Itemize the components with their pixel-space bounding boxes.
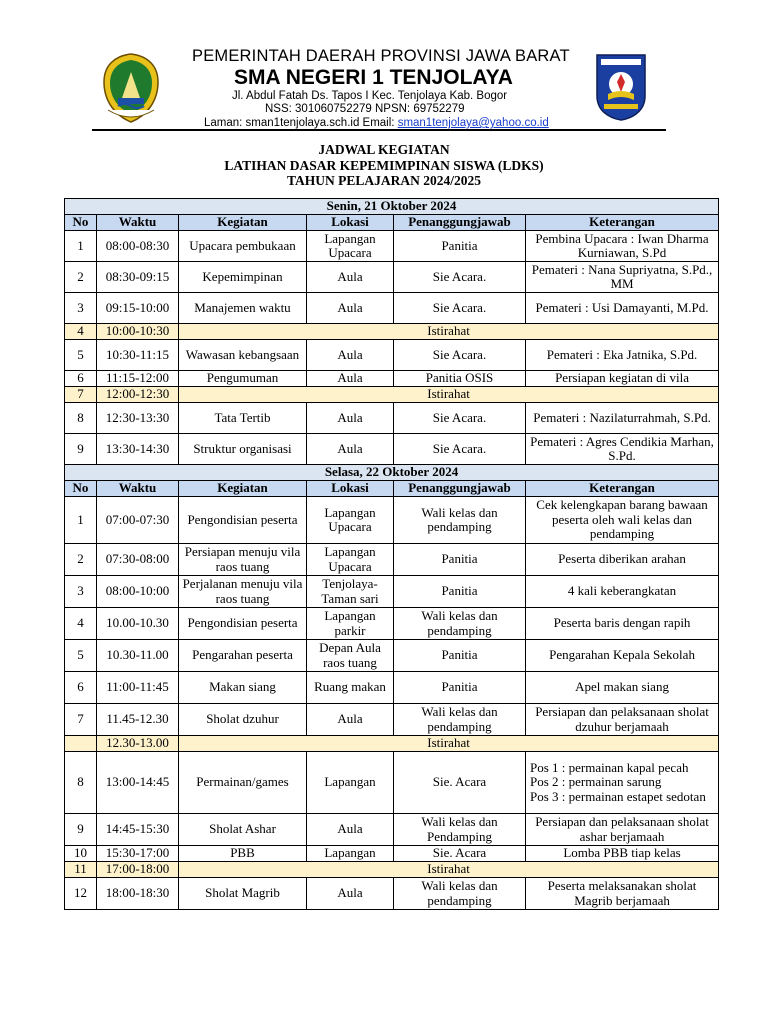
break-row [65,862,719,878]
row-note: 4 kali keberangkatan [526,576,719,608]
row-time: 07:00-07:30 [97,497,179,544]
title-line-1: JADWAL KEGIATAN [318,142,450,157]
title-line-2: LATIHAN DASAR KEPEMIMPINAN SISWA (LDKS) [224,157,544,173]
table-row [65,672,719,704]
note-line: Pos 3 : permainan estapet sedotan [530,788,706,804]
table-row [65,640,719,672]
row-activity: Pengumuman [179,371,307,387]
row-time: 12.30-13.00 [97,736,179,752]
note-line: Pos 2 : permainan sarung [530,774,662,790]
row-location: Aula [307,814,394,846]
row-note: Peserta baris dengan rapih [526,608,719,640]
day-header-row [65,465,719,481]
row-number: 4 [65,324,97,340]
row-note: Lomba PBB tiap kelas [526,846,719,862]
row-person-in-charge: Wali kelas dan Pendamping [394,814,526,846]
row-activity: Tata Tertib [179,403,307,434]
column-header-row [65,215,719,231]
row-person-in-charge: Sie. Acara [394,846,526,862]
column-header-keterangan: Keterangan [526,215,719,231]
row-location: Tenjolaya-Taman sari [307,576,394,608]
row-number: 11 [65,862,97,878]
table-row [65,403,719,434]
row-activity: Pengarahan peserta [179,640,307,672]
row-activity: Sholat Magrib [179,878,307,910]
row-location: Aula [307,878,394,910]
row-note: Pemateri : Nazilaturrahmah, S.Pd. [526,403,719,434]
west-java-emblem-icon [100,52,162,124]
table-row [65,497,719,544]
row-activity: Persiapan menuju vila raos tuang [179,544,307,576]
row-number: 7 [65,387,97,403]
row-note: Pemateri : Usi Damayanti, M.Pd. [526,293,719,324]
row-note [526,752,719,814]
contact-prefix: Laman: sman1tenjolaya.sch.id Email: [204,117,398,129]
row-time: 17:00-18:00 [97,862,179,878]
row-person-in-charge: Sie. Acara [394,752,526,814]
row-number: 5 [65,340,97,371]
row-person-in-charge: Wali kelas dan pendamping [394,497,526,544]
break-label: Istirahat [179,862,719,878]
row-note: Pemateri : Agres Cendikia Marhan, S.Pd. [526,434,719,465]
table-row [65,262,719,293]
row-note: Apel makan siang [526,672,719,704]
row-activity: Pengondisian peserta [179,497,307,544]
column-header-kegiatan: Kegiatan [179,215,307,231]
row-note: Pemateri : Nana Supriyatna, S.Pd., MM [526,262,719,293]
row-time: 13:00-14:45 [97,752,179,814]
table-row [65,846,719,862]
column-header-waktu: Waktu [97,215,179,231]
column-header-row [65,481,719,497]
table-row [65,878,719,910]
column-header-lokasi: Lokasi [307,481,394,497]
row-activity: Makan siang [179,672,307,704]
column-header-no: No [65,481,97,497]
row-note: Pengarahan Kepala Sekolah [526,640,719,672]
row-location: Aula [307,434,394,465]
note-line: Pos 1 : permainan kapal pecah [530,759,689,775]
row-number: 6 [65,672,97,704]
row-note: Cek kelengkapan barang bawaan peserta oleh wali kelas dan pendamping [526,497,719,544]
break-label: Istirahat [179,736,719,752]
row-number: 1 [65,231,97,262]
row-person-in-charge: Wali kelas dan pendamping [394,608,526,640]
row-time: 09:15-10:00 [97,293,179,324]
row-person-in-charge: Panitia OSIS [394,371,526,387]
table-row [65,293,719,324]
row-time: 15:30-17:00 [97,846,179,862]
row-person-in-charge: Panitia [394,576,526,608]
column-header-waktu: Waktu [97,481,179,497]
row-time: 10:30-11:15 [97,340,179,371]
row-person-in-charge: Sie Acara. [394,262,526,293]
row-person-in-charge: Sie Acara. [394,293,526,324]
row-time: 12:30-13:30 [97,403,179,434]
row-person-in-charge: Panitia [394,544,526,576]
school-name: SMA NEGERI 1 TENJOLAYA [234,66,513,89]
row-time: 07:30-08:00 [97,544,179,576]
row-note: Persiapan dan pelaksanaan sholat ashar berjamaah [526,814,719,846]
row-time: 08:00-10:00 [97,576,179,608]
row-person-in-charge: Panitia [394,672,526,704]
letterhead-rule [92,129,666,131]
row-time: 14:45-15:30 [97,814,179,846]
break-label: Istirahat [179,324,719,340]
break-row [65,387,719,403]
row-activity: Permainan/games [179,752,307,814]
row-time: 10:00-10:30 [97,324,179,340]
break-label: Istirahat [179,387,719,403]
row-person-in-charge: Wali kelas dan pendamping [394,704,526,736]
column-header-lokasi: Lokasi [307,215,394,231]
row-number: 7 [65,704,97,736]
row-number: 9 [65,434,97,465]
school-emblem-icon [594,52,648,122]
row-time: 11:00-11:45 [97,672,179,704]
break-row [65,736,719,752]
table-row [65,608,719,640]
letterhead-text [192,46,592,130]
row-number: 10 [65,846,97,862]
row-note: Peserta diberikan arahan [526,544,719,576]
table-row [65,340,719,371]
row-time: 08:30-09:15 [97,262,179,293]
column-header-penanggungjawab: Penanggungjawab [394,215,526,231]
email-link[interactable]: sman1tenjolaya@yahoo.co.id [397,117,549,129]
table-row [65,544,719,576]
row-location: Lapangan [307,752,394,814]
row-location: Lapangan Upacara [307,544,394,576]
row-activity: Sholat Ashar [179,814,307,846]
row-number: 6 [65,371,97,387]
row-time: 12:00-12:30 [97,387,179,403]
row-location: Lapangan [307,846,394,862]
row-location: Lapangan parkir [307,608,394,640]
row-time: 10.30-11.00 [97,640,179,672]
row-number: 12 [65,878,97,910]
row-number: 8 [65,752,97,814]
row-location: Aula [307,704,394,736]
table-row [65,231,719,262]
day-label: Selasa, 22 Oktober 2024 [65,465,719,481]
column-header-penanggungjawab: Penanggungjawab [394,481,526,497]
day-label: Senin, 21 Oktober 2024 [65,199,719,215]
row-note: Persiapan dan pelaksanaan sholat dzuhur berjamaah [526,704,719,736]
row-time: 18:00-18:30 [97,878,179,910]
row-time: 13:30-14:30 [97,434,179,465]
row-time: 10.00-10.30 [97,608,179,640]
table-row [65,814,719,846]
row-person-in-charge: Panitia [394,231,526,262]
row-person-in-charge: Sie Acara. [394,434,526,465]
row-number: 5 [65,640,97,672]
document-title [0,142,768,189]
row-note: Pemateri : Eka Jatnika, S.Pd. [526,340,719,371]
row-location: Aula [307,340,394,371]
row-activity: Perjalanan menuju vila raos tuang [179,576,307,608]
row-person-in-charge: Sie Acara. [394,403,526,434]
school-contact [204,116,592,130]
column-header-kegiatan: Kegiatan [179,481,307,497]
row-number: 2 [65,262,97,293]
row-location: Aula [307,371,394,387]
row-person-in-charge: Sie Acara. [394,340,526,371]
column-header-keterangan: Keterangan [526,481,719,497]
table-row [65,434,719,465]
row-time: 11:15-12:00 [97,371,179,387]
government-name: PEMERINTAH DAERAH PROVINSI JAWA BARAT [192,47,570,65]
row-person-in-charge: Wali kelas dan pendamping [394,878,526,910]
row-activity: Struktur organisasi [179,434,307,465]
row-location: Ruang makan [307,672,394,704]
row-activity: Kepemimpinan [179,262,307,293]
column-header-no: No [65,215,97,231]
day-header-row [65,199,719,215]
row-number: 3 [65,293,97,324]
table-row [65,576,719,608]
row-activity: Manajemen waktu [179,293,307,324]
row-location: Aula [307,403,394,434]
row-number: 9 [65,814,97,846]
school-address: Jl. Abdul Fatah Ds. Tapos I Kec. Tenjolaya Kab. Bogor [232,90,508,102]
row-note: Pembina Upacara : Iwan Dharma Kurniawan, S.Pd [526,231,719,262]
row-activity: Wawasan kebangsaan [179,340,307,371]
row-number: 8 [65,403,97,434]
row-number: 1 [65,497,97,544]
table-row [65,704,719,736]
row-location: Aula [307,293,394,324]
row-number [65,736,97,752]
row-activity: Sholat dzuhur [179,704,307,736]
title-line-3: TAHUN PELAJARAN 2024/2025 [286,173,481,188]
row-location: Depan Aula raos tuang [307,640,394,672]
row-note: Persiapan kegiatan di vila [526,371,719,387]
row-activity: Upacara pembukaan [179,231,307,262]
row-activity: PBB [179,846,307,862]
row-time: 08:00-08:30 [97,231,179,262]
row-number: 2 [65,544,97,576]
row-number: 3 [65,576,97,608]
break-row [65,324,719,340]
row-location: Lapangan Upacara [307,497,394,544]
row-location: Lapangan Upacara [307,231,394,262]
row-time: 11.45-12.30 [97,704,179,736]
table-row [65,752,719,814]
row-person-in-charge: Panitia [394,640,526,672]
row-note: Peserta melaksanakan sholat Magrib berjamaah [526,878,719,910]
row-activity: Pengondisian peserta [179,608,307,640]
school-nss: NSS: 301060752279 NPSN: 69752279 [265,103,465,115]
row-number: 4 [65,608,97,640]
row-location: Aula [307,262,394,293]
schedule-table [64,198,719,910]
table-row [65,371,719,387]
letterhead [92,42,666,134]
